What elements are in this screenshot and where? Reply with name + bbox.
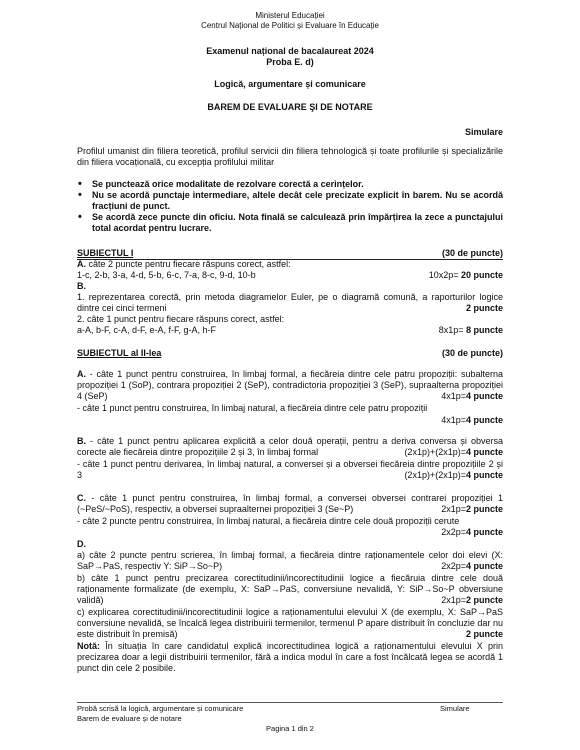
subject-2-points: (30 de puncte) xyxy=(441,348,503,358)
s2-b-label: B. xyxy=(77,436,86,446)
s1-b2-answers-line xyxy=(77,325,503,336)
s2-dc-text: c) explicarea corectitudinii/incorectitudinii logice a raționamentului elevului X (de exemplu, X: SaP→PaS conversiune nevalidă, se încalcă legea distribuirii termenilor, termenul P apare distribuit în concluzie dar nu este distribuit în premisă) xyxy=(77,607,503,639)
s1-b-label: B. xyxy=(77,281,86,291)
footer-right: Simulare xyxy=(440,704,470,713)
s2-c2-score: 4 puncte xyxy=(465,527,503,537)
s1-a-line xyxy=(77,259,503,270)
s1-b2-text: 2. câte 1 punct pentru fiecare răspuns corect, astfel: xyxy=(77,314,285,324)
s1-b2-answers: a-A, b-F, c-A, d-F, e-A, f-F, g-A, h-F xyxy=(77,325,217,335)
s2-c1-body: - câte 1 punct pentru construirea, în limbaj formal, a conversei obversei contrarei propoziției 1 (~PeS/~PoS), respectiv, a obversei supraalternei propoziției 3 (Se~P) xyxy=(77,493,503,514)
s1-a-score-pre: 10x2p= xyxy=(428,270,461,280)
s2-a-label: A. xyxy=(77,369,86,379)
s2-a2-score: 4 puncte xyxy=(465,415,503,425)
s2-b1-score: 4 puncte xyxy=(465,447,503,457)
s2-a1-score-pre: 4x1p= xyxy=(441,391,466,401)
ministry-name: Ministerul Educației xyxy=(255,11,325,20)
s2-da-text: a) câte 2 puncte pentru scrierea, în limbaj formal, a fiecăreia dintre raționamentele celor doi elevi (X: SaP→PaS, respectiv Y: SiP→So~P) xyxy=(77,550,503,571)
subject-2-title: SUBIECTUL al II-lea xyxy=(77,348,162,358)
center-name: Centrul Național de Politici și Evaluare în Educație xyxy=(201,21,379,30)
s2-b2-text: - câte 1 punct pentru derivarea, în limbaj natural, a conversei și a obversei fiecăreia dintre propozițiile 2 și 3 xyxy=(77,459,503,480)
intro-text: Profilul umanist din filiera teoretică, profilul servicii din filiera tehnologică și toate profilurile și specializările din filiera vocațională, cu excepția profilului militar xyxy=(77,146,503,167)
s2-b1-body: - câte 1 punct pentru aplicarea explicită a celor două operații, pentru a deriva conversa și obversa corecte ale fiecăreia dintre propozițiile 2 și 3, în limbaj formal xyxy=(77,436,503,457)
s1-a-answers-line xyxy=(77,270,503,281)
s2-a2-score-pre: 4x1p= xyxy=(441,415,466,425)
s1-a-answers: 1-c, 2-b, 3-a, 4-d, 5-b, 6-c, 7-a, 8-c, 9-d, 10-b xyxy=(77,270,256,280)
s2-a2-text: - câte 1 punct pentru construirea, în limbaj natural, a fiecăreia dintre cele patru propoziții xyxy=(77,403,428,413)
footer-divider xyxy=(77,702,503,703)
exam-title: Examenul național de bacalaureat 2024 xyxy=(206,46,374,56)
s2-c2-score-pre: 2x2p= xyxy=(441,527,466,537)
s2-c1-score: 2 puncte xyxy=(465,504,503,514)
barem-title: BAREM DE EVALUARE ŞI DE NOTARE xyxy=(207,102,373,112)
s2-note xyxy=(77,641,503,674)
s2-note-body: În situația în care candidatul explică incorectitudinea logică a raționamentului elevului X prin precizarea doar a legii distribuirii termenilor, fără a indica modul în care a fost încălcată legea se acordă 1 punct din cele 2 posibile. xyxy=(77,641,503,673)
footer-left-2: Barem de evaluare și de notare xyxy=(77,714,182,723)
s1-a-text: câte 2 puncte pentru fiecare răspuns corect, astfel: xyxy=(86,259,291,269)
page-number: Pagina 1 din 2 xyxy=(266,724,314,733)
s1-b2-score-pre: 8x1p= xyxy=(438,325,466,335)
rule-item: • Nu se acordă punctaje intermediare, altele decât cele precizate explicit în barem. Nu se acordă fracțiuni de punct. xyxy=(77,190,503,212)
s2-c-label: C. xyxy=(77,493,86,503)
s2-db-score-pre: 2x1p= xyxy=(441,595,466,605)
rule-item: • Se acordă zece puncte din oficiu. Nota finală se calculează prin împărțirea la zece a punctajului total acordat pentru lucrare. xyxy=(77,212,503,234)
subject-1-points: (30 de puncte) xyxy=(441,248,503,258)
s2-d-label: D. xyxy=(77,539,86,549)
simulare-label: Simulare xyxy=(464,127,503,137)
subject-1-header xyxy=(77,248,503,259)
exam-probe: Proba E. d) xyxy=(266,57,314,67)
s2-b2-score: 4 puncte xyxy=(465,470,503,480)
subject-1-title: SUBIECTUL I xyxy=(77,248,134,258)
s2-db-text: b) câte 1 punct pentru precizarea corectitudinii/incorectitudinii logice a fiecăruia dintre cele două raționamente formalizate (de exemplu, X: SaP→PaS, conversiune nevalidă, Y: SiP→So~P obversiune validă) xyxy=(77,573,503,605)
subject-title: Logică, argumentare și comunicare xyxy=(214,79,366,89)
rule-item: • Se punctează orice modalitate de rezolvare corectă a cerințelor. xyxy=(77,179,503,190)
s1-a-label: A. xyxy=(77,259,86,269)
s2-c2-text: - câte 2 puncte pentru construirea, în limbaj natural, a fiecăreia dintre cele două propoziții cerute xyxy=(77,516,460,526)
s2-note-label: Notă: xyxy=(77,641,100,651)
s2-c1-score-pre: 2x1p= xyxy=(441,504,466,514)
s2-da-score-pre: 2x2p= xyxy=(441,561,466,571)
s2-b2-score-pre: (2x1p)+(2x1p)= xyxy=(404,470,466,480)
s1-b1-score: 2 puncte xyxy=(465,303,503,313)
s2-a1-score: 4 puncte xyxy=(465,391,503,401)
s2-b1-score-pre: (2x1p)+(2x1p)= xyxy=(404,447,466,457)
s2-dc-score: 2 puncte xyxy=(462,629,503,640)
s2-a1-body: - câte 1 punct pentru construirea, în limbaj formal, a fiecăreia dintre cele patru propoziții: subalterna propoziției 1 (SoP), contrara propoziției 2 (SeP), contradictoria propoziției 3 (SeP), supraalterna propoziției 4 (SeP) xyxy=(77,369,503,401)
rules-list xyxy=(77,179,503,234)
s1-b2-score: 8 puncte xyxy=(465,325,503,335)
s2-da-score: 4 puncte xyxy=(465,561,503,571)
s1-a-score: 20 puncte xyxy=(460,270,503,280)
s1-b1-text: 1. reprezentarea corectă, prin metoda diagramelor Euler, pe o diagramă comună, a raporturilor logice dintre cei cinci termeni xyxy=(77,292,503,313)
s2-db-score: 2 puncte xyxy=(465,595,503,605)
subject-2-header xyxy=(77,348,503,359)
footer-left-1: Probă scrisă la logică, argumentare și comunicare xyxy=(77,704,244,713)
s2-a1-text xyxy=(77,369,503,402)
